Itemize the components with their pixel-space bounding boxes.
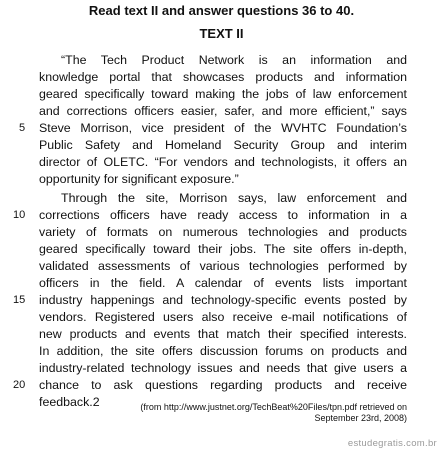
- passage-line: opportunity for significant exposure.”: [39, 172, 239, 186]
- line-number: 5: [19, 122, 26, 134]
- passage-line: knowledge portal that showcases products and information: [39, 70, 407, 84]
- passage-line: industry-related technology issues and needs that give users a: [39, 361, 407, 375]
- passage-line: vendors. Registered users also receive e-mail notifications of: [39, 310, 407, 324]
- watermark: estudegratis.com.br: [347, 438, 437, 449]
- passage-line: geared specifically toward making the jobs of law enforcement: [39, 87, 407, 101]
- passage-line: chance to ask questions regarding products and receive: [39, 378, 407, 392]
- passage-line: Through the site, Morrison says, law enforcement and: [61, 191, 407, 205]
- passage-line: and corrections officers easier, safer, and more efficient,” says: [39, 104, 407, 118]
- passage-line: corrections officers have ready access to information in a: [39, 208, 407, 222]
- passage-line: new products and events that match their specified interests.: [39, 327, 407, 341]
- source-citation-line2: September 23rd, 2008): [314, 413, 407, 423]
- line-number: 10: [13, 209, 26, 221]
- text-title: TEXT II: [199, 26, 244, 41]
- passage-line: In addition, the site offers discussion forums on products and: [39, 344, 407, 358]
- passage-line: geared specifically toward their jobs. The site offers in-depth,: [39, 242, 407, 256]
- line-number: 20: [13, 379, 26, 391]
- line-number: 15: [13, 294, 26, 306]
- passage-line: officers in the field. A calendar of events lists important: [39, 276, 407, 290]
- passage-line: industry happenings and technology-specific events posted by: [39, 293, 407, 307]
- passage-line: validated assessments of various technologies performed by: [39, 259, 407, 273]
- passage-line: variety of formats on numerous technologies and products: [39, 225, 407, 239]
- instruction-heading: Read text II and answer questions 36 to 40.: [88, 3, 355, 18]
- passage-line: Public Safety and Homeland Security Group and interim: [39, 138, 407, 152]
- source-citation-line1: (from http://www.justnet.org/TechBeat%20Files/tpn.pdf retrieved on: [140, 402, 407, 412]
- passage-line: director of OLETC. “For vendors and technologists, it offers an: [39, 155, 407, 169]
- passage-line: “The Tech Product Network is an information and: [61, 53, 407, 67]
- passage-line: Steve Morrison, vice president of the WVHTC Foundation’s: [39, 121, 407, 135]
- passage-line: feedback.2: [39, 395, 100, 409]
